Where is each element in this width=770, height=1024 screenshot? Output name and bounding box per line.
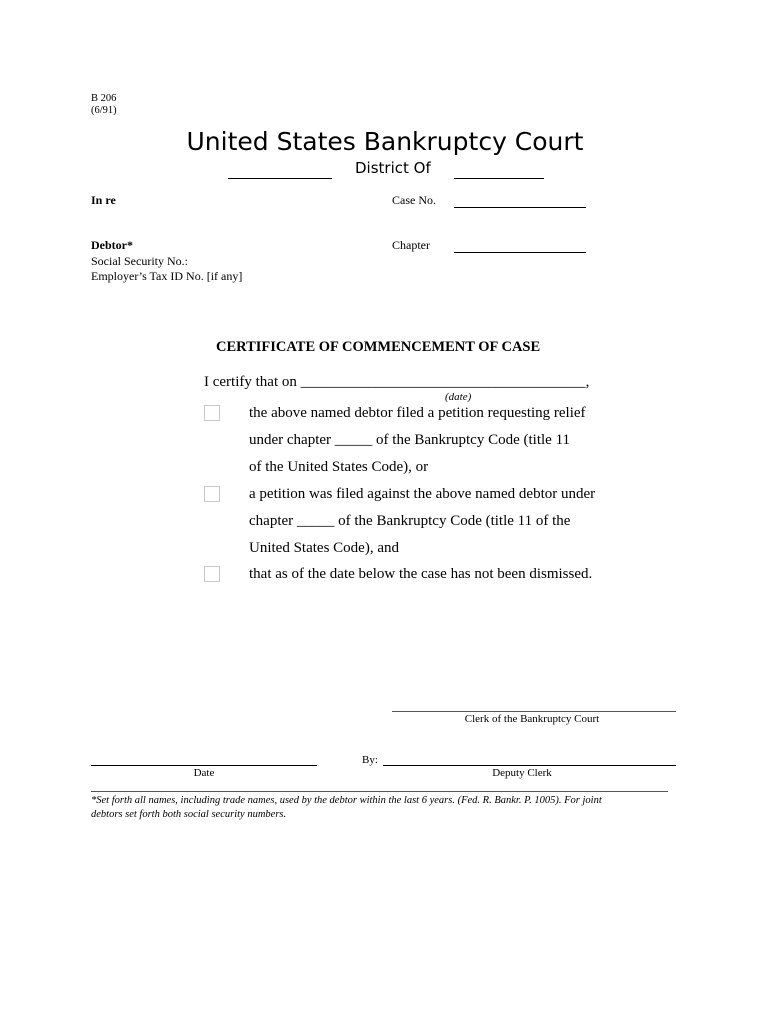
tax-id-label: Employer’s Tax ID No. [if any] (91, 269, 243, 283)
case-no-label: Case No. (392, 193, 436, 207)
case-no-field[interactable] (454, 207, 586, 208)
option-3-checkbox[interactable] (204, 566, 220, 582)
certify-intro: I certify that on ______________________________________, (204, 374, 590, 390)
district-line-right[interactable] (454, 178, 544, 179)
clerk-signature-line[interactable] (392, 711, 676, 712)
option-2-line-2: chapter _____ of the Bankruptcy Code (title 11 of the (249, 513, 571, 529)
option-2-checkbox[interactable] (204, 486, 220, 502)
page-title: United States Bankruptcy Court (186, 127, 584, 156)
form-number-text: B 206 (91, 93, 117, 104)
clerk-label: Clerk of the Bankruptcy Court (464, 713, 600, 725)
option-2-line-1: a petition was filed against the above named debtor under (249, 486, 596, 502)
option-1-checkbox[interactable] (204, 405, 220, 421)
option-1-line-2: under chapter _____ of the Bankruptcy Code (title 11 (249, 432, 571, 448)
footnote (91, 794, 602, 822)
footnote-line-2: debtors set forth both social security numbers. (91, 809, 287, 820)
debtor-label: Debtor* (91, 238, 133, 252)
in-re-label: In re (91, 193, 116, 207)
chapter-label: Chapter (392, 238, 430, 252)
by-label: By: (362, 754, 378, 766)
date-hint: (date) (445, 391, 472, 403)
ssn-label: Social Security No.: (91, 254, 188, 268)
footnote-line-1: *Set forth all names, including trade names, used by the debtor within the last 6 years. (Fed. R. Bankr. P. 1005). For joint (91, 795, 602, 806)
form-revision: (6/91) (91, 105, 117, 116)
certificate-heading: CERTIFICATE OF COMMENCEMENT OF CASE (216, 339, 541, 355)
date-label: Date (193, 767, 215, 779)
deputy-label: Deputy Clerk (492, 767, 552, 779)
option-1-line-1: the above named debtor filed a petition requesting relief (249, 405, 586, 421)
deputy-signature-line[interactable] (383, 765, 676, 766)
footnote-divider (91, 791, 668, 792)
district-label: District Of (355, 159, 431, 177)
chapter-field[interactable] (454, 252, 586, 253)
form-number (91, 93, 117, 117)
option-2-line-3: United States Code), and (249, 540, 399, 556)
date-signature-line[interactable] (91, 765, 317, 766)
district-line-left[interactable] (228, 178, 332, 179)
option-3-line-1: that as of the date below the case has not been dismissed. (249, 566, 593, 582)
option-1-line-3: of the United States Code), or (249, 459, 429, 475)
